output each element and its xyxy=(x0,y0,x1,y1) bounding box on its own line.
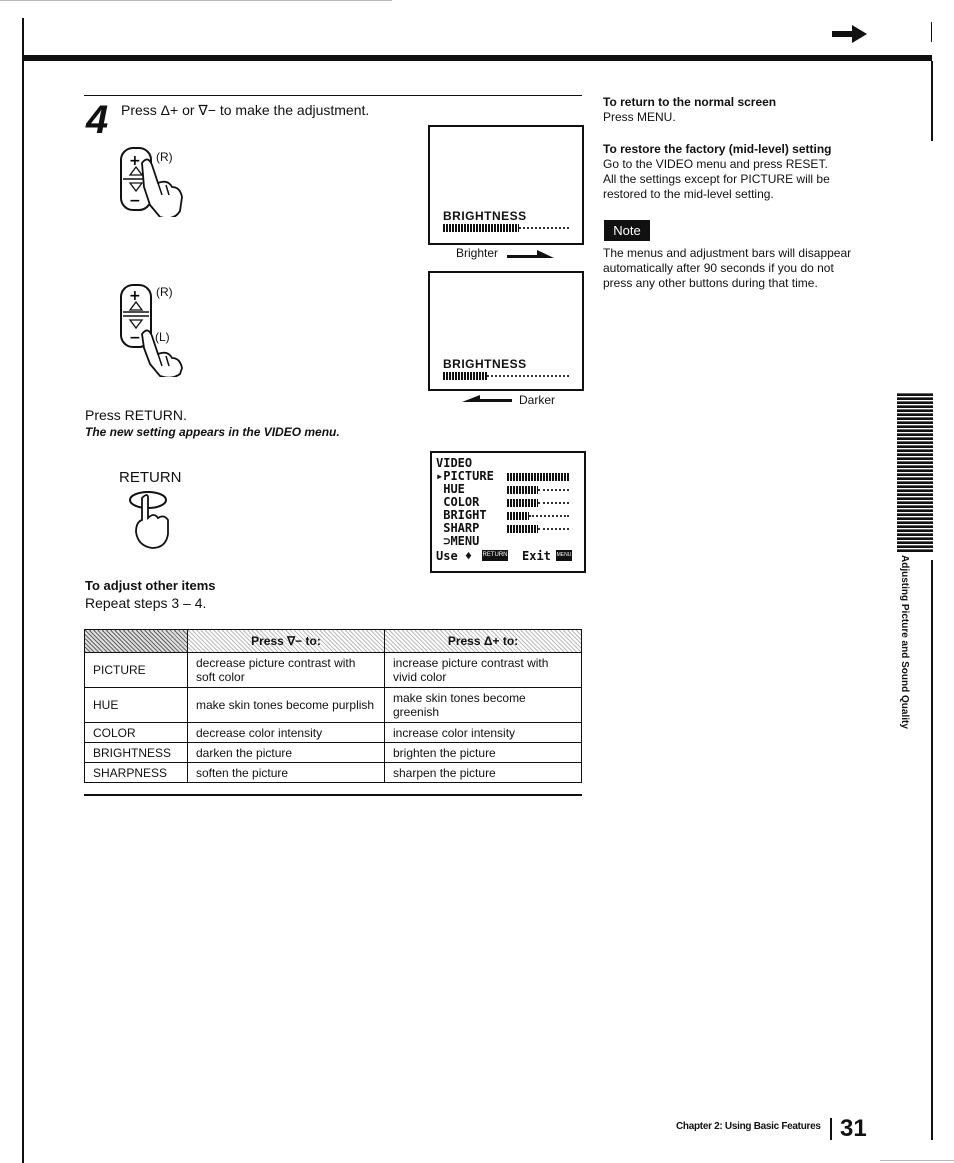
video-menu-title: VIDEO xyxy=(436,456,473,470)
table-row xyxy=(85,743,582,763)
new-setting-note: The new setting appears in the VIDEO menu. xyxy=(85,425,340,439)
video-menu-level-track xyxy=(529,515,569,518)
return-key-icon: RETURN xyxy=(482,550,508,561)
table-bottom-rule xyxy=(84,794,582,796)
table-cell-item: HUE xyxy=(85,688,188,723)
table-cell-plus: brighten the picture xyxy=(385,743,582,763)
svg-text:+: + xyxy=(129,153,141,169)
video-menu-level-track xyxy=(538,502,569,505)
table-header-minus: Press ∇− to: xyxy=(188,630,385,653)
return-button-label: RETURN xyxy=(119,469,182,486)
svg-text:−: − xyxy=(129,330,141,346)
video-menu-level-bar xyxy=(507,499,538,507)
video-menu-item-sharp: SHARP xyxy=(436,521,480,535)
return-button-hand-icon xyxy=(126,488,182,552)
press-return-text: Press RETURN. xyxy=(85,407,187,423)
table-cell-minus: decrease color intensity xyxy=(188,723,385,743)
video-menu-level-track xyxy=(538,528,569,531)
brightness-bar-track-brighter xyxy=(519,227,569,230)
section-title-vertical xyxy=(896,555,912,735)
adjustment-table xyxy=(84,629,582,783)
normal-screen-text: Press MENU. xyxy=(603,110,676,124)
table-row xyxy=(85,763,582,783)
table-cell-plus: sharpen the picture xyxy=(385,763,582,783)
video-menu-item-color: COLOR xyxy=(436,495,480,509)
table-header-plus: Press Δ+ to: xyxy=(385,630,582,653)
table-row xyxy=(85,723,582,743)
right-border-tick xyxy=(931,22,932,42)
video-menu-level-track xyxy=(538,489,569,492)
table-cell-plus: increase picture contrast with vivid color xyxy=(385,653,582,688)
right-border xyxy=(931,61,933,141)
arrow-right-icon xyxy=(507,250,555,260)
step-top-rule xyxy=(84,95,582,96)
footer-chapter: Chapter 2: Using Basic Features xyxy=(676,1121,821,1132)
table-cell-item: PICTURE xyxy=(85,653,188,688)
video-menu-level-bar xyxy=(507,486,538,494)
normal-screen-heading: To return to the normal screen xyxy=(603,95,777,109)
video-menu-footer-exit: Exit xyxy=(522,549,551,563)
remote-press-minus-icon xyxy=(118,282,188,377)
remote-press-plus-icon xyxy=(118,145,188,217)
arrow-left-icon xyxy=(462,395,512,405)
table-cell-minus: soften the picture xyxy=(188,763,385,783)
note-text-1: The menus and adjustment bars will disappear xyxy=(603,246,852,260)
page-number: 31 xyxy=(840,1115,867,1142)
table-row xyxy=(85,653,582,688)
table-cell-plus: increase color intensity xyxy=(385,723,582,743)
factory-setting-heading: To restore the factory (mid-level) setting xyxy=(603,142,832,156)
table-header-row xyxy=(85,630,582,653)
svg-text:−: − xyxy=(129,193,141,209)
darker-screen-label: BRIGHTNESS xyxy=(443,357,527,371)
bottom-right-rule xyxy=(880,1160,954,1161)
remote-label-l: (L) xyxy=(155,330,170,344)
darker-caption: Darker xyxy=(519,393,556,407)
other-items-heading: To adjust other items xyxy=(85,578,216,593)
table-cell-item: SHARPNESS xyxy=(85,763,188,783)
video-menu-footer-use: Use ♦ xyxy=(436,549,473,563)
note-text-2: automatically after 90 seconds if you do not xyxy=(603,261,834,275)
table-cell-item: COLOR xyxy=(85,723,188,743)
video-menu-level-bar xyxy=(507,473,569,481)
brightness-bar-darker xyxy=(443,372,487,380)
table-cell-minus: make skin tones become purplish xyxy=(188,688,385,723)
top-thin-rule xyxy=(0,0,392,1)
factory-text-3: restored to the mid-level setting. xyxy=(603,187,774,201)
step-instruction: Press Δ+ or ∇− to make the adjustment. xyxy=(121,102,370,118)
left-border xyxy=(22,18,24,1163)
top-heavy-rule xyxy=(22,55,932,61)
video-menu-level-bar xyxy=(507,512,529,520)
remote-label-r2: (R) xyxy=(156,285,173,299)
brighter-screen-label: BRIGHTNESS xyxy=(443,209,527,223)
table-cell-minus: darken the picture xyxy=(188,743,385,763)
table-header-item xyxy=(85,630,188,653)
factory-text-2: All the settings except for PICTURE will be xyxy=(603,172,830,186)
video-menu-item-hue: HUE xyxy=(436,482,465,496)
step-number: 4 xyxy=(86,98,109,142)
brightness-bar-track-darker xyxy=(487,375,569,378)
video-menu-item-bright: BRIGHT xyxy=(436,508,487,522)
video-menu-item-menu: ⊃MENU xyxy=(436,534,480,548)
table-cell-item: BRIGHTNESS xyxy=(85,743,188,763)
table-cell-minus: decrease picture contrast with soft color xyxy=(188,653,385,688)
note-text-3: press any other buttons during that time. xyxy=(603,276,818,290)
table-cell-plus: make skin tones become greenish xyxy=(385,688,582,723)
remote-label-r1: (R) xyxy=(156,150,173,164)
menu-key-icon: MENU xyxy=(556,550,572,561)
factory-text-1: Go to the VIDEO menu and press RESET. xyxy=(603,157,828,171)
footer-separator xyxy=(830,1118,832,1140)
brightness-bar-brighter xyxy=(443,224,519,232)
section-tab-marker xyxy=(897,392,933,552)
video-menu-item-picture: ▸PICTURE xyxy=(436,469,494,483)
other-items-text: Repeat steps 3 – 4. xyxy=(85,595,207,611)
right-border-lower xyxy=(931,560,933,1140)
video-menu-level-bar xyxy=(507,525,538,533)
table-row xyxy=(85,688,582,723)
svg-text:+: + xyxy=(129,288,141,304)
section-title-text: Adjusting Picture and Sound Quality xyxy=(899,555,910,729)
brighter-caption: Brighter xyxy=(456,246,499,260)
note-badge: Note xyxy=(604,220,650,241)
right-arrow-icon xyxy=(832,24,868,44)
